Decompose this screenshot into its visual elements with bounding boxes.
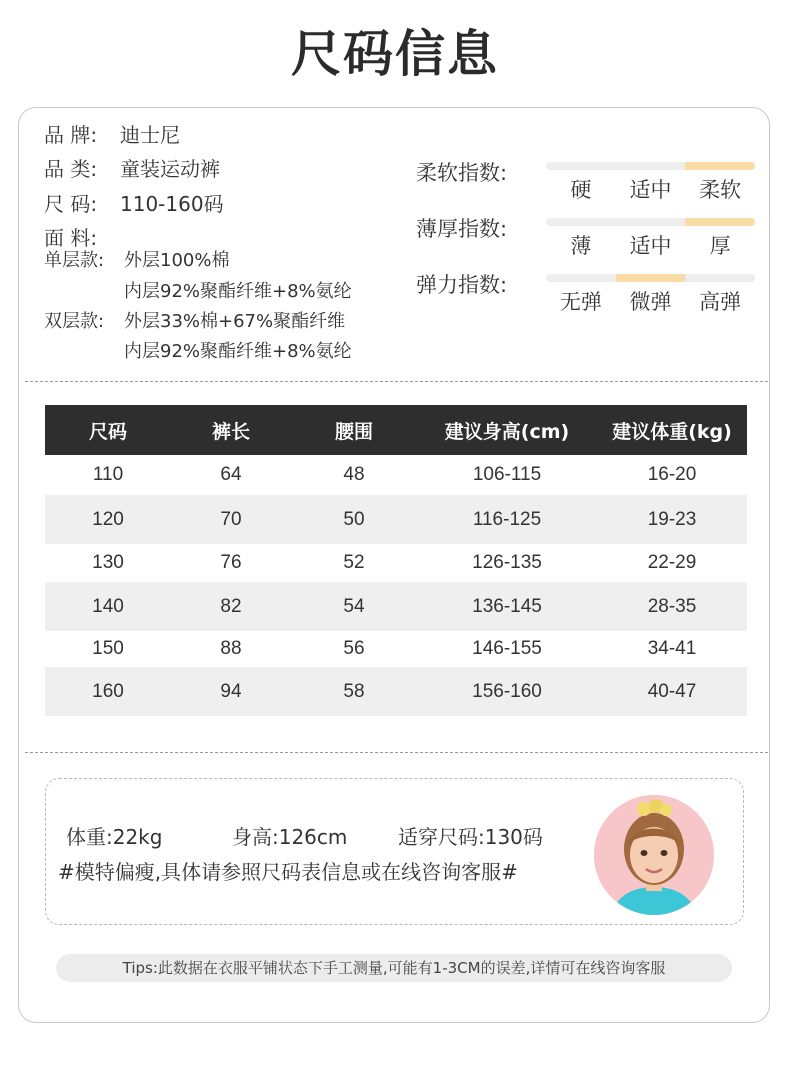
divider-bottom [25, 752, 768, 753]
cell-size: 120 [92, 508, 124, 530]
header-height: 建议身高(cm) [444, 420, 570, 443]
category-value: 童装运动裤 [120, 157, 220, 181]
index-option: 无弹 [559, 290, 602, 314]
single-layer-inner: 内层92%聚酯纤维+8%氨纶 [124, 281, 352, 302]
header-weight: 建议体重(kg) [612, 420, 732, 443]
cell-size: 140 [92, 595, 124, 617]
index-option: 薄 [570, 234, 592, 258]
table-row [45, 582, 747, 631]
header-length: 裤长 [211, 420, 250, 443]
brand-key: 品 牌: [44, 123, 98, 147]
cell-waist: 54 [343, 595, 365, 617]
cell-length: 64 [220, 464, 242, 485]
size-value: 110-160码 [120, 192, 224, 216]
cell-waist: 52 [343, 552, 365, 573]
tips-banner: Tips:此数据在衣服平铺状态下手工测量,可能有1-3CM的误差,详情可在线咨询客服 [56, 954, 732, 982]
table-header [45, 405, 747, 455]
index-scale-bar [546, 274, 755, 282]
cell-length: 76 [220, 552, 242, 573]
table-row [45, 544, 747, 582]
header-size: 尺码 [88, 420, 127, 443]
brand-row [44, 122, 180, 148]
cell-height: 126-135 [472, 552, 542, 573]
size-table [45, 405, 747, 716]
index-option: 柔软 [699, 178, 742, 202]
model-note: #模特偏瘦,具体请参照尺码表信息或在线咨询客服# [58, 860, 518, 884]
index-selected-segment [616, 274, 686, 282]
index-option: 硬 [570, 178, 592, 202]
single-layer-outer: 外层100%棉 [124, 250, 230, 271]
cell-height: 116-125 [472, 508, 542, 530]
fabric-key: 面 料: [44, 226, 98, 250]
index-option: 微弹 [629, 290, 672, 314]
model-height: 身高:126cm [232, 825, 348, 849]
index-label: 柔软指数: [416, 161, 508, 185]
cell-waist: 48 [343, 464, 365, 485]
size-key: 尺 码: [44, 192, 98, 216]
header-waist: 腰围 [334, 420, 373, 443]
index-label: 弹力指数: [416, 273, 508, 297]
cell-weight: 28-35 [647, 595, 697, 617]
cell-weight: 40-47 [647, 680, 697, 702]
cell-waist: 58 [343, 680, 365, 702]
index-option: 适中 [629, 234, 672, 258]
double-layer-label: 双层款: [44, 311, 105, 332]
cell-size: 130 [92, 552, 124, 573]
index-scale-bar [546, 218, 755, 226]
model-weight: 体重:22kg [66, 825, 163, 849]
cell-weight: 22-29 [647, 552, 697, 573]
table-row [45, 631, 747, 667]
cell-length: 88 [220, 638, 242, 659]
single-layer-label: 单层款: [44, 250, 105, 271]
cell-waist: 56 [343, 638, 365, 659]
cell-length: 70 [220, 508, 242, 530]
model-stats [66, 823, 543, 851]
double-layer-outer: 外层33%棉+67%聚酯纤维 [124, 311, 346, 332]
double-layer-inner: 内层92%聚酯纤维+8%氨纶 [124, 341, 352, 362]
portrait-graphic [594, 795, 714, 915]
cell-length: 82 [220, 595, 242, 617]
page-title: 尺码信息 [291, 25, 499, 83]
index-selected-segment [685, 162, 755, 170]
cell-weight: 16-20 [647, 464, 697, 485]
fabric-row [44, 225, 120, 251]
index-option: 厚 [709, 234, 731, 258]
cell-waist: 50 [343, 508, 365, 530]
child-model-portrait-icon [594, 795, 714, 915]
cell-height: 146-155 [472, 638, 542, 659]
cell-height: 136-145 [472, 595, 542, 617]
cell-weight: 34-41 [647, 638, 697, 659]
category-key: 品 类: [44, 157, 98, 181]
cell-size: 160 [92, 680, 124, 702]
index-option: 适中 [629, 178, 672, 202]
size-range-row [44, 191, 224, 217]
table-row [45, 455, 747, 495]
table-row [45, 495, 747, 544]
table-row [45, 667, 747, 716]
cell-height: 106-115 [472, 464, 542, 485]
category-row [44, 156, 220, 182]
index-selected-segment [685, 218, 755, 226]
cell-weight: 19-23 [647, 508, 697, 530]
index-scale-bar [546, 162, 755, 170]
divider-top [25, 381, 768, 382]
cell-size: 150 [92, 638, 124, 659]
model-fit-size: 适穿尺码:130码 [398, 825, 543, 849]
index-option: 高弹 [699, 290, 742, 314]
brand-value: 迪士尼 [120, 123, 180, 147]
cell-length: 94 [220, 680, 242, 702]
cell-height: 156-160 [472, 680, 542, 702]
cell-size: 110 [92, 464, 124, 485]
index-label: 薄厚指数: [416, 217, 508, 241]
